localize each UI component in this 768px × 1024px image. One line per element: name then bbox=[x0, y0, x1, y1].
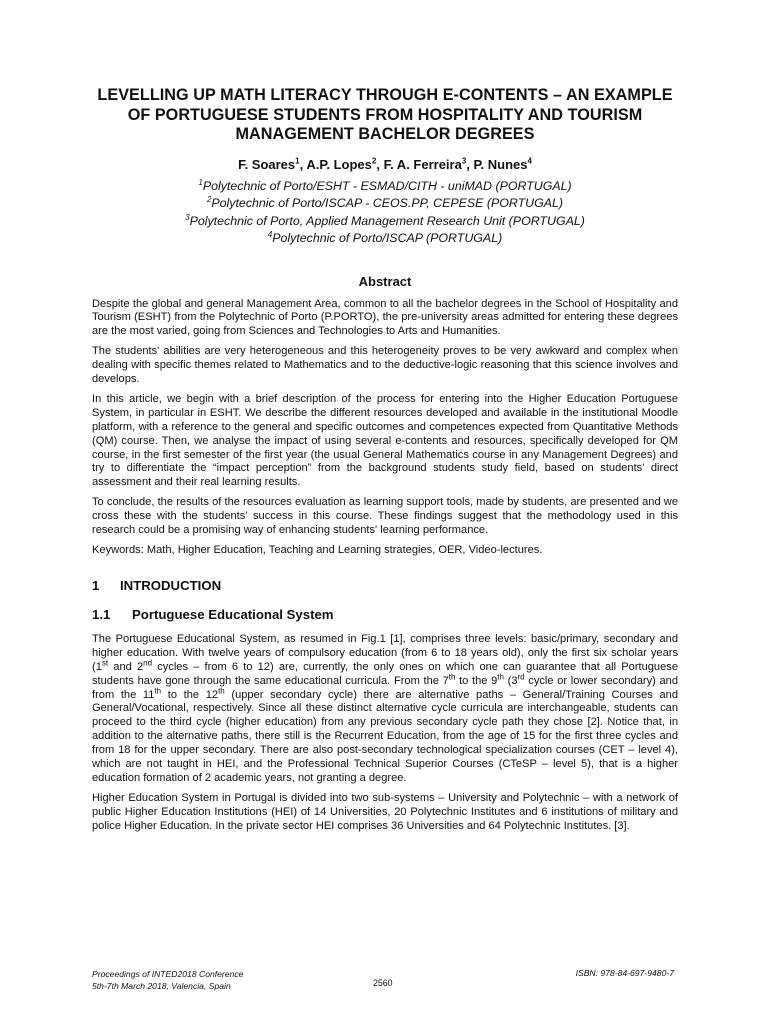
ordinal-sup: th bbox=[218, 685, 225, 695]
ordinal-sup: rd bbox=[517, 671, 525, 681]
ordinal-sup: th bbox=[497, 671, 504, 681]
text-run: The Portuguese Educational System, as resumed in Fig.1 [1], comprises three levels: basic/primary, secondary and higher education. With twelve years of compulsory education (from 6 to 18 years old), only the first six scholar years (1 bbox=[92, 632, 678, 673]
keywords: Keywords: Math, Higher Education, Teaching and Learning strategies, OER, Video-lectures. bbox=[92, 544, 543, 556]
abstract-paragraph: In this article, we begin with a brief description of the process for entering into the Higher Education Portuguese System, in particular in ESHT. We describe the different resources developed and available in the institutional Moodle platform, with a reference to the general and specific outcomes and competences expected from Quantitative Methods (QM) course. Then, we analyse the impact of using several e-contents and resources, specifically developed for QM course, in the first semester of the first year (the usual General Mathematics course in any Management Degrees) and try to differentiate the “impact perception” from the background students study field, based on students' direct assessment and their real learning results. bbox=[92, 392, 678, 489]
text-run: (3 bbox=[503, 674, 518, 687]
subsection-number: 1.1 bbox=[92, 606, 111, 622]
ordinal-sup: st bbox=[101, 658, 109, 668]
affiliation bbox=[92, 213, 678, 231]
section-heading bbox=[92, 578, 678, 593]
abstract-paragraph: Despite the global and general Management Area, common to all the bachelor degrees in the School of Hospitality and Tourism (ESHT) from the Polytechnic of Porto (P.PORTO), the pre-university areas admitted for entering these degrees are the most varied, going from Sciences and Technologies to Arts and Humanities. bbox=[92, 297, 678, 338]
page-footer bbox=[92, 968, 678, 1000]
body-paragraph: Higher Education System in Portugal is divided into two sub-systems – University and Polytechnic – with a network of public Higher Education Institutions (HEI) of 14 Universities, 20 Polytechnic Institutes and 6 institutions of military and police Higher Education. In the private sector HEI comprises 36 Universities and 64 Polytechnic Institutes. [3]. bbox=[92, 791, 678, 832]
ordinal-sup: th bbox=[448, 671, 456, 681]
subsection-title: Portuguese Educational System bbox=[132, 606, 334, 622]
author-name: A.P. Lopes bbox=[306, 156, 372, 172]
footer-isbn: ISBN: 978-84-697-9480-7 bbox=[575, 968, 674, 978]
author-sup: 1 bbox=[295, 156, 300, 166]
paper-page bbox=[92, 86, 678, 840]
section-title: INTRODUCTION bbox=[120, 577, 222, 593]
affiliation-sup: 2 bbox=[206, 194, 212, 204]
footer-dates: 5th-7th March 2018, Valencia, Spain bbox=[92, 981, 231, 991]
footer-conference-block bbox=[92, 968, 243, 992]
author bbox=[474, 157, 532, 172]
text-run: (upper secondary cycle) there are alternative paths – General/Training Courses and General/Vocational, respectively. Since all these distinct alternative cycle curricula are interchangeable, students can proceed to the third cycle (higher education) from any previous secondary cycle path they chose [2]. Notice that, in addition to the alternative paths, there still is the Recurrent Education, from the age of 15 for the first three cycles and from 18 for the upper secondary. There are also post-secondary technological specialization courses (CET – level 4), which are not taught in HEI, and the Professional Technical Superior Courses (CTeSP – level 5), that is a higher education formation of 2 academic years, not granting a degree. bbox=[92, 688, 678, 784]
author-sep: , bbox=[299, 156, 307, 172]
text-run: to the 9 bbox=[455, 674, 498, 687]
affiliation-list bbox=[92, 178, 678, 248]
affiliation bbox=[92, 178, 678, 196]
author-name: F. A. Ferreira bbox=[383, 156, 462, 172]
affiliation bbox=[92, 230, 678, 248]
abstract-paragraph: The students' abilities are very heterogeneous and this heterogeneity proves to be very awkward and complex when dealing with specific themes related to Mathematics and to the deductive-logic reasoning that this science involves and develops. bbox=[92, 345, 678, 386]
section-number: 1 bbox=[92, 577, 100, 593]
abstract-paragraph: To conclude, the results of the resources evaluation as learning support tools, made by students, are presented and we cross these with the students' success in this course. These findings suggest that the methodology used in this research could be a promising way of enhancing students' learning performance. bbox=[92, 496, 678, 537]
abstract-heading: Abstract bbox=[358, 273, 412, 289]
author-sup: 2 bbox=[371, 156, 377, 166]
subsection-heading bbox=[92, 607, 678, 622]
affiliation-sup: 4 bbox=[267, 229, 273, 239]
author-sup: 3 bbox=[461, 156, 467, 166]
author-list bbox=[92, 157, 678, 172]
affiliation-sup: 1 bbox=[198, 177, 203, 187]
ordinal-sup: th bbox=[154, 685, 162, 695]
author bbox=[238, 157, 306, 172]
author-sep: , bbox=[466, 156, 474, 172]
affiliation-sup: 3 bbox=[185, 212, 190, 222]
page-number: 2560 bbox=[373, 978, 393, 988]
author-sep: , bbox=[376, 156, 384, 172]
text-run: to the 12 bbox=[161, 688, 219, 701]
text-run: cycles – from 6 to 12) are, currently, the only ones on which one can guarantee that all Portuguese students have gone through the same educational curricula. From the 7 bbox=[92, 660, 678, 687]
author-name: F. Soares bbox=[238, 156, 296, 172]
body-paragraph bbox=[92, 633, 678, 786]
author bbox=[306, 157, 383, 172]
author bbox=[384, 157, 474, 172]
affiliation-text: Polytechnic of Porto, Applied Management Research Unit (PORTUGAL) bbox=[189, 213, 585, 228]
affiliation-text: Polytechnic of Porto/ISCAP (PORTUGAL) bbox=[272, 231, 503, 245]
author-sup: 4 bbox=[527, 156, 532, 166]
affiliation-text: Polytechnic of Porto/ISCAP - CEOS.PP, CEPESE (PORTUGAL) bbox=[211, 196, 564, 210]
ordinal-sup: nd bbox=[143, 658, 153, 668]
text-run: cycle or lower secondary) and from the 11 bbox=[92, 674, 679, 701]
affiliation bbox=[92, 195, 678, 213]
footer-conference: Proceedings of INTED2018 Conference bbox=[92, 969, 244, 979]
paper-title: LEVELLING UP MATH LITERACY THROUGH E-CONTENTS – AN EXAMPLE OF PORTUGUESE STUDENTS FROM HOSPITALITY AND TOURISM MANAGEMENT BACHELOR DEGREES bbox=[97, 86, 673, 143]
affiliation-text: Polytechnic of Porto/ESHT - ESMAD/CITH - uniMAD (PORTUGAL) bbox=[202, 178, 572, 193]
author-name: P. Nunes bbox=[473, 156, 528, 172]
text-run: and 2 bbox=[108, 660, 144, 673]
